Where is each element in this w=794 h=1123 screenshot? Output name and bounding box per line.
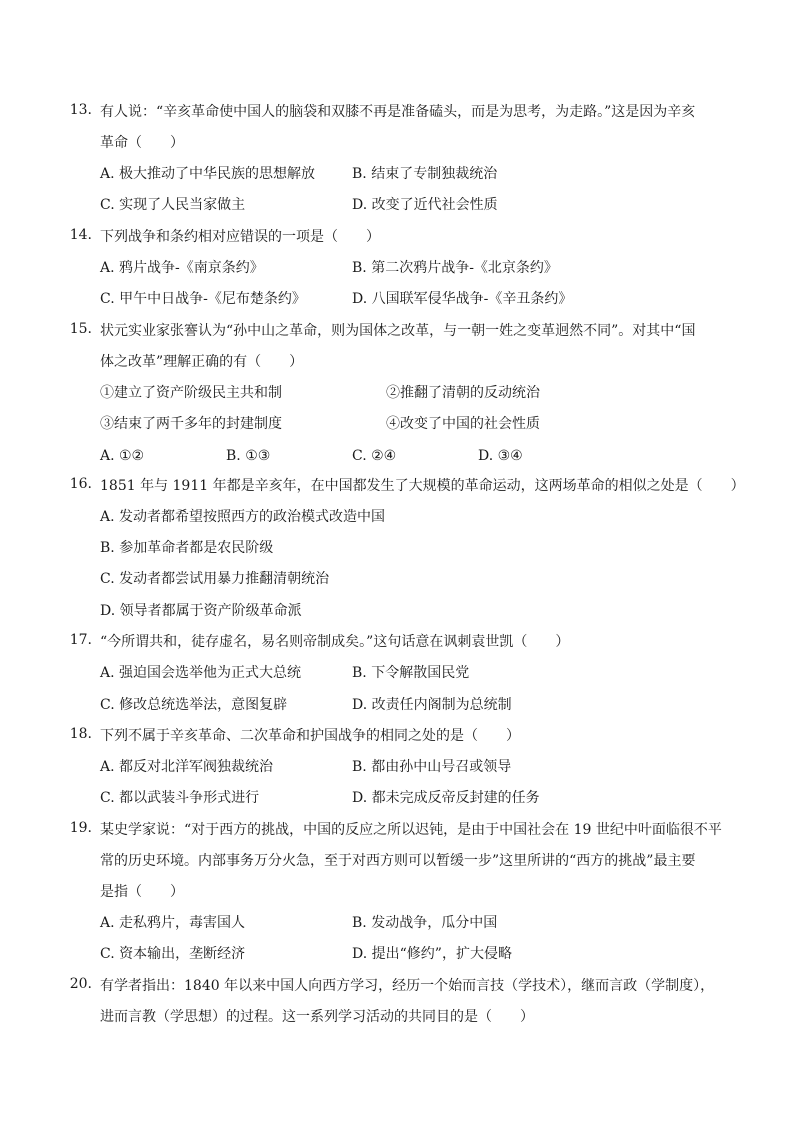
question-stem: “今所谓共和，徒存虚名，易名则帝制成矣。”这句话意在讽刺袁世凯（ ） (100, 634, 570, 650)
question-number: 18. (69, 726, 92, 742)
option-d: D. 都未完成反帝反封建的任务 (352, 790, 540, 806)
question-stem: 革命（ ） (100, 135, 184, 151)
option-b: B. 下令解散国民党 (352, 665, 470, 681)
question-stem: 进而言教（学思想）的过程。这一系列学习活动的共同目的是（ ） (100, 1009, 534, 1025)
option-c: C. ②④ (352, 448, 397, 464)
statement-item: ②推翻了清朝的反动统治 (386, 385, 540, 401)
option-b: B. 第二次鸦片战争-《北京条约》 (352, 260, 558, 276)
option-a: A. 鸦片战争-《南京条约》 (100, 260, 264, 276)
option-b: B. 结束了专制独裁统治 (352, 166, 498, 182)
option-d: D. 领导者都属于资产阶级革命派 (100, 603, 302, 619)
question-number: 15. (69, 321, 92, 337)
option-b: B. 都由孙中山号召或领导 (352, 759, 512, 775)
option-d: D. 八国联军侵华战争-《辛丑条约》 (352, 291, 573, 307)
option-a: A. 极大推动了中华民族的思想解放 (100, 166, 316, 182)
option-a: A. 发动者都希望按照西方的政治模式改造中国 (100, 509, 386, 525)
option-d: D. 提出“修约”，扩大侵略 (352, 946, 512, 962)
statement-item: ④改变了中国的社会性质 (386, 416, 540, 432)
option-c: C. 修改总统选举法，意图复辟 (100, 697, 288, 713)
question-number: 19. (69, 820, 92, 836)
option-c: C. 甲午中日战争-《尼布楚条约》 (100, 291, 306, 307)
option-c: C. 都以武装斗争形式进行 (100, 790, 260, 806)
question-stem: 是指（ ） (100, 884, 184, 900)
option-d: D. 改变了近代社会性质 (352, 197, 498, 213)
question-stem: 下列战争和条约相对应错误的一项是（ ） (100, 229, 380, 245)
option-a: A. 都反对北洋军阀独裁统治 (100, 759, 274, 775)
question-number: 14. (69, 227, 92, 243)
question-stem: 状元实业家张謇认为“孙中山之革命，则为国体之改革，与一朝一姓之变革迥然不同”。对其中“国 (100, 323, 696, 339)
question-stem: 有人说：“辛亥革命使中国人的脑袋和双膝不再是准备磕头，而是为思考，为走路。”这是因为辛亥 (100, 104, 696, 120)
option-d: D. ③④ (478, 448, 523, 464)
question-stem: 体之改革”理解正确的有（ ） (100, 354, 304, 370)
question-stem: 有学者指出：1840 年以来中国人向西方学习，经历一个始而言技（学技术），继而言政（学制度）， (100, 978, 715, 994)
option-b: B. 参加革命者都是农民阶级 (100, 540, 274, 556)
question-stem: 常的历史环境。内部事务万分火急，至于对西方则可以暂缓一步”这里所讲的“西方的挑战”最主要 (100, 853, 696, 869)
question-stem: 1851 年与 1911 年都是辛亥年，在中国都发生了大规模的革命运动，这两场革命的相似之处是（ ） (100, 478, 745, 494)
option-c: C. 发动者都尝试用暴力推翻清朝统治 (100, 571, 330, 587)
question-stem: 某史学家说：“对于西方的挑战，中国的反应之所以迟钝，是由于中国社会在 19 世纪中叶面临很不平 (100, 822, 722, 838)
option-b: B. ①③ (226, 448, 271, 464)
option-a: A. 强迫国会选举他为正式大总统 (100, 665, 302, 681)
option-a: A. 走私鸦片，毒害国人 (100, 915, 246, 931)
question-stem: 下列不属于辛亥革命、二次革命和护国战争的相同之处的是（ ） (100, 728, 520, 744)
statement-item: ③结束了两千多年的封建制度 (100, 416, 282, 432)
statement-item: ①建立了资产阶级民主共和制 (100, 385, 282, 401)
question-number: 13. (69, 102, 92, 118)
option-c: C. 实现了人民当家做主 (100, 197, 246, 213)
option-c: C. 资本输出，垄断经济 (100, 946, 246, 962)
option-d: D. 改责任内阁制为总统制 (352, 697, 512, 713)
question-number: 20. (69, 976, 92, 992)
option-a: A. ①② (100, 448, 145, 464)
question-number: 17. (69, 632, 92, 648)
question-number: 16. (69, 476, 92, 492)
option-b: B. 发动战争，瓜分中国 (352, 915, 498, 931)
